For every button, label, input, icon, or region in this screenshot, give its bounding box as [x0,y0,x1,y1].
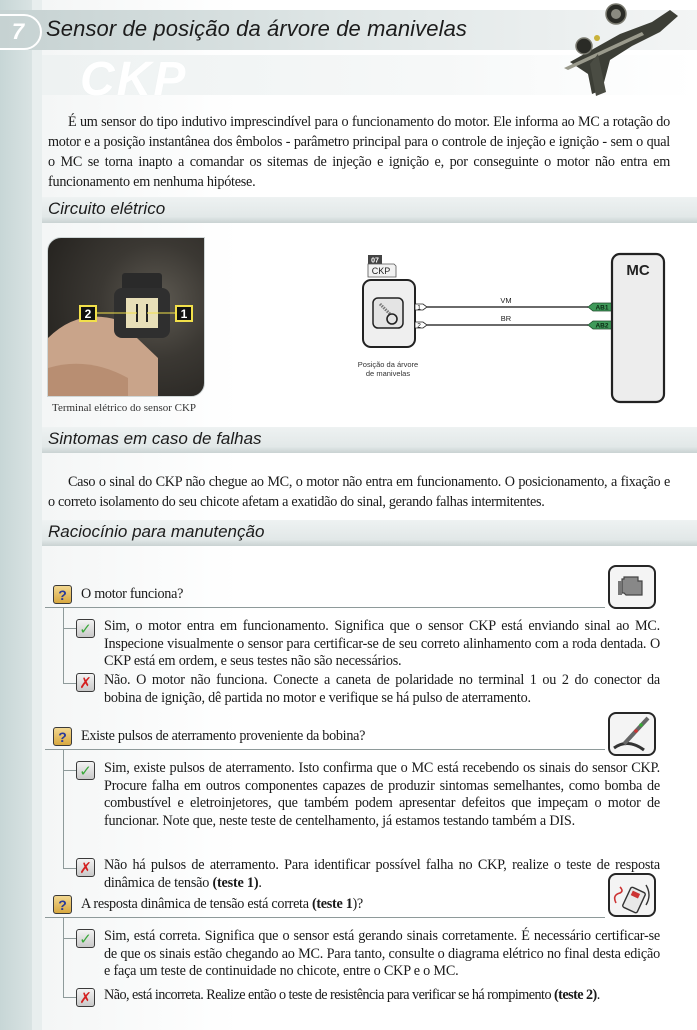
component-caption-line2: de manivelas [365,369,411,378]
component-number: 07 [371,257,379,265]
page-margin-strip [0,0,32,1030]
answer-no-1 [76,672,660,707]
section-title-symptoms: Sintomas em caso de falhas [48,429,262,448]
answer-no-3 [76,987,660,1007]
test-reference: (teste 1 [311,896,353,912]
answer-tree-line [63,749,64,869]
question-2-divider [45,749,605,750]
connector-photo-image [48,238,204,396]
module-mc-label: MC [626,262,650,279]
symptoms-paragraph: Caso o sinal do CKP não chegue ao MC, o motor não entra em funcionamento. O posicionamento, a fixação e o correto isolamento do seu chicote afetam a exatidão do sinal, gerando falhas intermitentes. [48,474,670,510]
x-icon: ✗ [76,858,95,877]
answer-tree-line [63,917,64,997]
question-icon: ? [53,727,72,746]
multimeter-icon [608,873,656,917]
question-icon: ? [53,585,72,604]
watermark-acronym: CKP [80,53,188,106]
answer-no-2-main: Não há pulsos de aterramento. Para identificar possível falha no CKP, realize o teste de resposta dinâmica de tensão [104,857,660,891]
check-icon: ✓ [76,929,95,948]
component-tag: CKP [371,266,391,276]
connector-photo [47,237,205,397]
answer-no-2-text [104,857,660,892]
question-1 [53,585,183,604]
answer-yes-2 [76,760,660,830]
answer-yes-1 [76,618,660,671]
question-2-text: Existe pulsos de aterramento proveniente da bobina? [81,728,366,744]
answer-no-2-end: . [258,874,262,891]
sensor-photo [540,2,690,97]
section-title-maintenance: Raciocínio para manutenção [48,522,265,541]
question-2 [53,727,365,746]
answer-no-3-end: . [596,987,600,1003]
question-icon: ? [53,895,72,914]
photo-caption: Terminal elétrico do sensor CKP [52,402,197,414]
section-title-circuit: Circuito elétrico [48,199,166,218]
answer-no-3-text [104,987,600,1005]
x-icon: ✗ [76,988,95,1007]
component-caption-line1: Posição da árvore [357,360,419,369]
polarity-pen-icon [608,712,656,756]
question-3-divider [45,917,605,918]
answer-yes-2-text: Sim, existe pulsos de aterramento. Isto confirma que o MC está recebendo os sinais do sensor CKP. Procure falha em outros componentes capazes de produzir sintomas semelhantes, como bomba de combustível e eletroinjetores, que também podem apresentar defeitos que impeçam o motor de funcionar. Note que, neste teste de centelhamento, já estamos testando também a DIS. [104,760,660,829]
module-pin-ab1: AB1 [595,304,609,312]
answer-yes-3-text: Sim, está correta. Significa que o sensor está gerando sinais corretamente. É necessário certificar-se de que os sinais estão chegando ao MC. Para tanto, consulte o diagrama elétrico no final desta edição e faça um teste de continuidade no chicote, entre o CKP e o MC. [104,928,660,979]
engine-icon [608,565,656,609]
answer-yes-3 [76,928,660,981]
question-3-main: A resposta dinâmica de tensão está correta [81,896,312,912]
sensor-symbol [373,298,403,328]
x-icon: ✗ [76,673,95,692]
page-title: Sensor de posição da árvore de manivelas [46,16,468,41]
wire-color-br: BR [500,314,512,323]
terminal-2-label: 2 [84,307,92,321]
page-margin-strip-inner [32,0,42,1030]
terminal-1-label: 1 [180,307,188,321]
check-icon: ✓ [76,761,95,780]
answer-tree-line [63,607,64,683]
question-1-divider [45,607,605,608]
answer-no-2 [76,857,660,892]
sensor-pin-1: 1 [417,304,421,312]
chapter-number-badge: 7 [0,14,42,50]
module-pin-ab2: AB2 [595,322,609,330]
check-icon: ✓ [76,619,95,638]
sensor-pin-2: 2 [417,322,421,330]
answer-no-3-main: Não, está incorreta. Realize então o teste de resistência para verificar se há rompimento [104,987,554,1003]
question-3-text [81,896,363,913]
question-1-text: O motor funciona? [81,586,184,602]
test-reference: (teste 1) [212,874,259,891]
test-reference: (teste 2) [554,987,597,1003]
answer-no-1-text: Não. O motor não funciona. Conecte a caneta de polaridade no terminal 1 ou 2 do conector da bobina de ignição, dê partida no motor e verifique se há pulso de aterramento. [104,672,660,706]
wiring-diagram [350,250,670,410]
question-3 [53,895,363,914]
crankshaft-sensor-image [564,4,678,96]
question-3-end: )? [352,896,363,912]
wire-color-vm: VM [500,296,512,305]
answer-yes-1-text: Sim, o motor entra em funcionamento. Significa que o sensor CKP está enviando sinal ao MC. Inspecione visualmente o sensor para certificar-se de seu correto alinhamento com a roda dentada. O CKP está em ordem, e seus testes não são necessários. [104,618,660,669]
intro-paragraph: É um sensor do tipo indutivo imprescindível para o funcionamento do motor. Ele informa ao MC a rotação do motor e a posição instantânea dos êmbolos - parâmetro principal para o controle de injeção e ignição - sem o qual o MC se torna inapto a comandar os sitemas de injeção e ignição e, por conseguinte o motor não entra em funcionamento em nenhuma hipótese. [48,114,670,190]
